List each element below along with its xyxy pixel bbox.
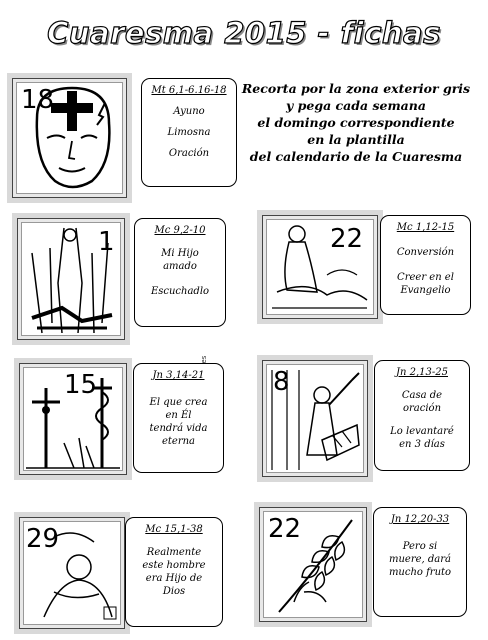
instruction-line: en la plantilla xyxy=(307,132,405,147)
week-number: 1 xyxy=(98,227,115,257)
card-text: Escuchadlo xyxy=(150,286,210,297)
week-number: 18 xyxy=(21,85,55,115)
instruction-line: el domingo correspondiente xyxy=(257,115,455,130)
instruction-line: y pega cada semana xyxy=(286,98,426,113)
card-label xyxy=(134,218,226,327)
card-label xyxy=(125,517,223,627)
page-title: Cuaresma 2015 - fichas xyxy=(47,16,441,50)
card-image xyxy=(12,78,127,198)
card-image xyxy=(262,360,368,477)
card-label xyxy=(133,363,224,473)
gospel-reference: Mc 1,12-15 xyxy=(396,222,455,233)
gospel-reference: Jn 3,14-21 xyxy=(152,370,205,381)
instruction-line: del calendario de la Cuaresma xyxy=(249,149,463,164)
card-text: Limosna xyxy=(167,127,211,138)
gospel-reference: Jn 2,13-25 xyxy=(396,367,448,378)
card-label xyxy=(373,507,467,617)
week-number: 22 xyxy=(330,224,364,254)
card-text: El que crea en Él tendrá vida eterna xyxy=(149,397,208,447)
card-text: Lo levantaré en 3 días xyxy=(390,426,454,450)
card-text: Realmente este hombre era Hijo de Dios xyxy=(142,547,206,597)
week-number: 15 xyxy=(64,370,98,400)
card-label xyxy=(374,360,470,471)
week-number: 8 xyxy=(273,367,290,397)
week-number: 29 xyxy=(26,524,60,554)
card-label xyxy=(141,78,237,187)
card-label xyxy=(380,215,471,315)
instructions xyxy=(228,80,484,165)
card-text: Pero si muere, dará mucho fruto xyxy=(388,541,452,578)
week-number: 22 xyxy=(268,514,302,544)
card-text: Ayuno xyxy=(173,106,205,117)
card-image xyxy=(259,507,367,622)
card-image xyxy=(19,517,125,629)
card-text: Oración xyxy=(168,148,210,159)
gospel-reference: Mt 6,1-6.16-18 xyxy=(151,85,227,96)
instruction-line: Recorta por la zona exterior gris xyxy=(241,81,471,96)
card-text: Conversión xyxy=(396,247,455,258)
card-text: Mi Hijo amado xyxy=(161,248,199,272)
card-image xyxy=(19,363,127,475)
card-image xyxy=(262,215,378,319)
card-image xyxy=(17,218,125,340)
card-text: Creer en el Evangelio xyxy=(397,272,454,296)
gospel-reference: Jn 12,20-33 xyxy=(390,514,450,525)
gospel-reference: Mc 15,1-38 xyxy=(145,524,203,535)
card-text: Casa de oración xyxy=(401,390,443,414)
gospel-reference: Mc 9,2-10 xyxy=(154,225,206,236)
